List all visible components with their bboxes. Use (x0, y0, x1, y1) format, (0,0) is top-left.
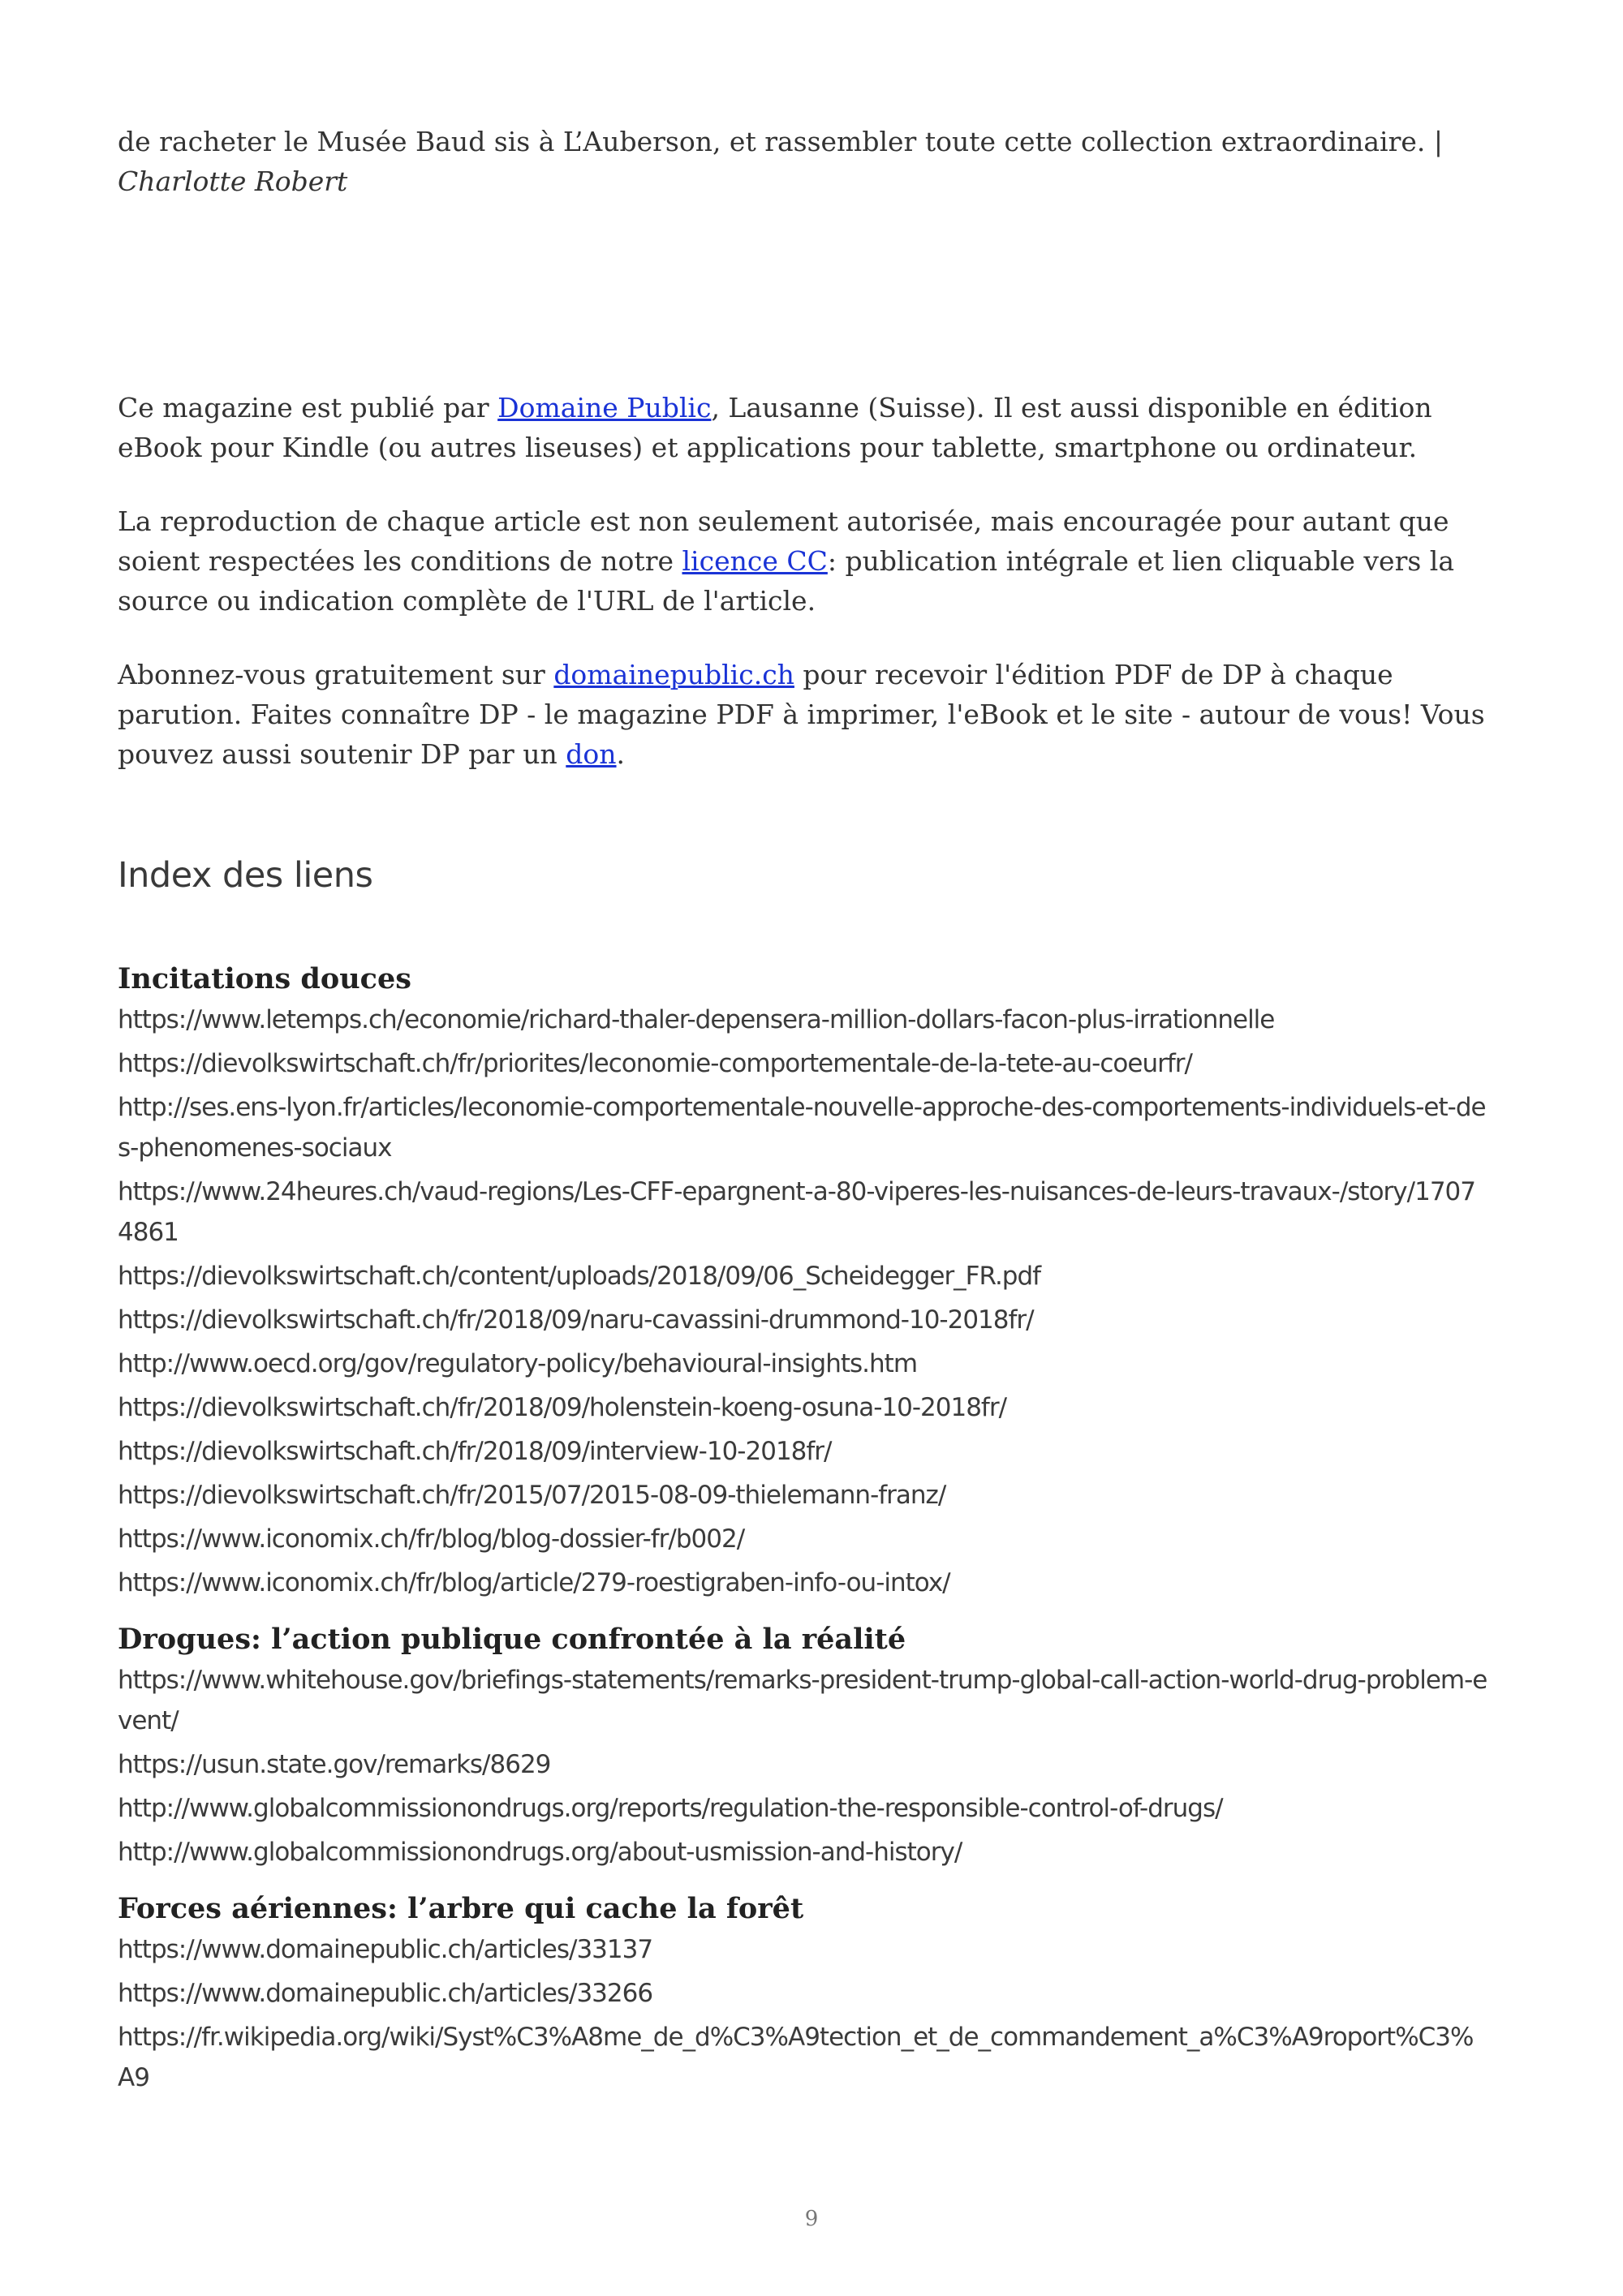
url-link[interactable]: http://www.globalcommissionondrugs.org/reports/regulation-the-responsible-control-of-drugs/ (118, 1794, 1223, 1823)
url-link[interactable]: https://dievolkswirtschaft.ch/fr/priorites/leconomie-comportementale-de-la-tete-au-coeurfr/ (118, 1049, 1192, 1078)
info-p3-text-middle: pour recevoir l'édition PDF de DP à chaque parution. Faites connaître DP - le magazine PDF à imprimer, l'eBook et le site - autour de vous! Vous pouvez aussi soutenir DP par un (118, 659, 1485, 770)
link-section (118, 959, 1513, 1603)
url-link[interactable]: https://www.letemps.ch/economie/richard-thaler-depensera-million-dollars-facon-plus-irrationnelle (118, 1005, 1275, 1034)
url-list (118, 1000, 1513, 1603)
url-link[interactable]: https://dievolkswirtschaft.ch/fr/2018/09/holenstein-koeng-osuna-10-2018fr/ (118, 1393, 1007, 1422)
link-section (118, 1889, 1513, 2098)
url-link[interactable]: https://dievolkswirtschaft.ch/fr/2018/09/naru-cavassini-drummond-10-2018fr/ (118, 1305, 1034, 1335)
info-p1-text-after: , Lausanne (Suisse). Il est aussi disponible en édition eBook pour Kindle (ou autres liseuses) et applications pour tablette, smartphone ou ordinateur. (118, 392, 1432, 463)
info-p1-text-before: Ce magazine est publié par (118, 392, 498, 424)
url-link[interactable]: https://www.iconomix.ch/fr/blog/article/279-roestigraben-info-ou-intox/ (118, 1568, 950, 1597)
url-link[interactable]: http://www.oecd.org/gov/regulatory-policy/behavioural-insights.htm (118, 1349, 918, 1378)
link-index (118, 959, 1513, 2098)
section-title: Forces aériennes: l’arbre qui cache la forêt (118, 1892, 804, 1925)
index-heading: Index des liens (118, 855, 373, 896)
url-link[interactable]: https://www.domainepublic.ch/articles/33137 (118, 1935, 653, 1964)
intro-text: de racheter le Musée Baud sis à L’Auberson, et rassembler toute cette collection extraordinaire. | (118, 126, 1443, 157)
section-title: Drogues: l’action publique confrontée à la réalité (118, 1623, 906, 1656)
section-title: Incitations douces (118, 962, 411, 995)
licence-cc-link[interactable]: licence CC (682, 545, 828, 577)
intro-paragraph (118, 122, 1513, 201)
url-link[interactable]: http://ses.ens-lyon.fr/articles/leconomie-comportementale-nouvelle-approche-des-comportements-individuels-et-des-phenomenes-sociaux (118, 1093, 1486, 1163)
url-link[interactable]: https://www.domainepublic.ch/articles/33266 (118, 1979, 653, 2008)
info-paragraph-subscribe (118, 655, 1513, 774)
url-link[interactable]: https://www.24heures.ch/vaud-regions/Les-CFF-epargnent-a-80-viperes-les-nuisances-de-leurs-travaux-/story/17074861 (118, 1177, 1475, 1247)
intro-author: Charlotte Robert (118, 166, 348, 197)
url-link[interactable]: https://fr.wikipedia.org/wiki/Syst%C3%A8me_de_d%C3%A9tection_et_de_commandement_a%C3%A9roport%C3%A9 (118, 2023, 1474, 2092)
info-paragraph-publisher (118, 388, 1513, 467)
url-link[interactable]: https://dievolkswirtschaft.ch/fr/2018/09/interview-10-2018fr/ (118, 1437, 832, 1466)
url-link[interactable]: http://www.globalcommissionondrugs.org/about-usmission-and-history/ (118, 1838, 962, 1867)
page-number: 9 (804, 2207, 819, 2231)
page-content (118, 122, 1513, 2114)
info-p3-text-after: . (616, 738, 626, 770)
link-section (118, 1619, 1513, 1872)
info-p2-text-before: La reproduction de chaque article est non seulement autorisée, mais encouragée pour autant que soient respectées les conditions de notre (118, 505, 1449, 577)
url-link[interactable]: https://usun.state.gov/remarks/8629 (118, 1750, 551, 1779)
info-paragraph-license (118, 501, 1513, 621)
donation-link[interactable]: don (566, 738, 617, 770)
url-list (118, 1929, 1513, 2098)
domainepublic-site-link[interactable]: domainepublic.ch (553, 659, 794, 690)
url-link[interactable]: https://dievolkswirtschaft.ch/fr/2015/07/2015-08-09-thielemann-franz/ (118, 1481, 946, 1510)
url-list (118, 1660, 1513, 1872)
domaine-public-link[interactable]: Domaine Public (497, 392, 712, 424)
url-link[interactable]: https://www.whitehouse.gov/briefings-statements/remarks-president-trump-global-call-action-world-drug-problem-event/ (118, 1666, 1487, 1735)
publication-info (118, 388, 1513, 774)
url-link[interactable]: https://dievolkswirtschaft.ch/content/uploads/2018/09/06_Scheidegger_FR.pdf (118, 1262, 1041, 1291)
info-p2-text-after: : publication intégrale et lien cliquable vers la source ou indication complète de l'URL de l'article. (118, 545, 1455, 617)
info-p3-text-before: Abonnez-vous gratuitement sur (118, 659, 554, 690)
url-link[interactable]: https://www.iconomix.ch/fr/blog/blog-dossier-fr/b002/ (118, 1524, 745, 1554)
